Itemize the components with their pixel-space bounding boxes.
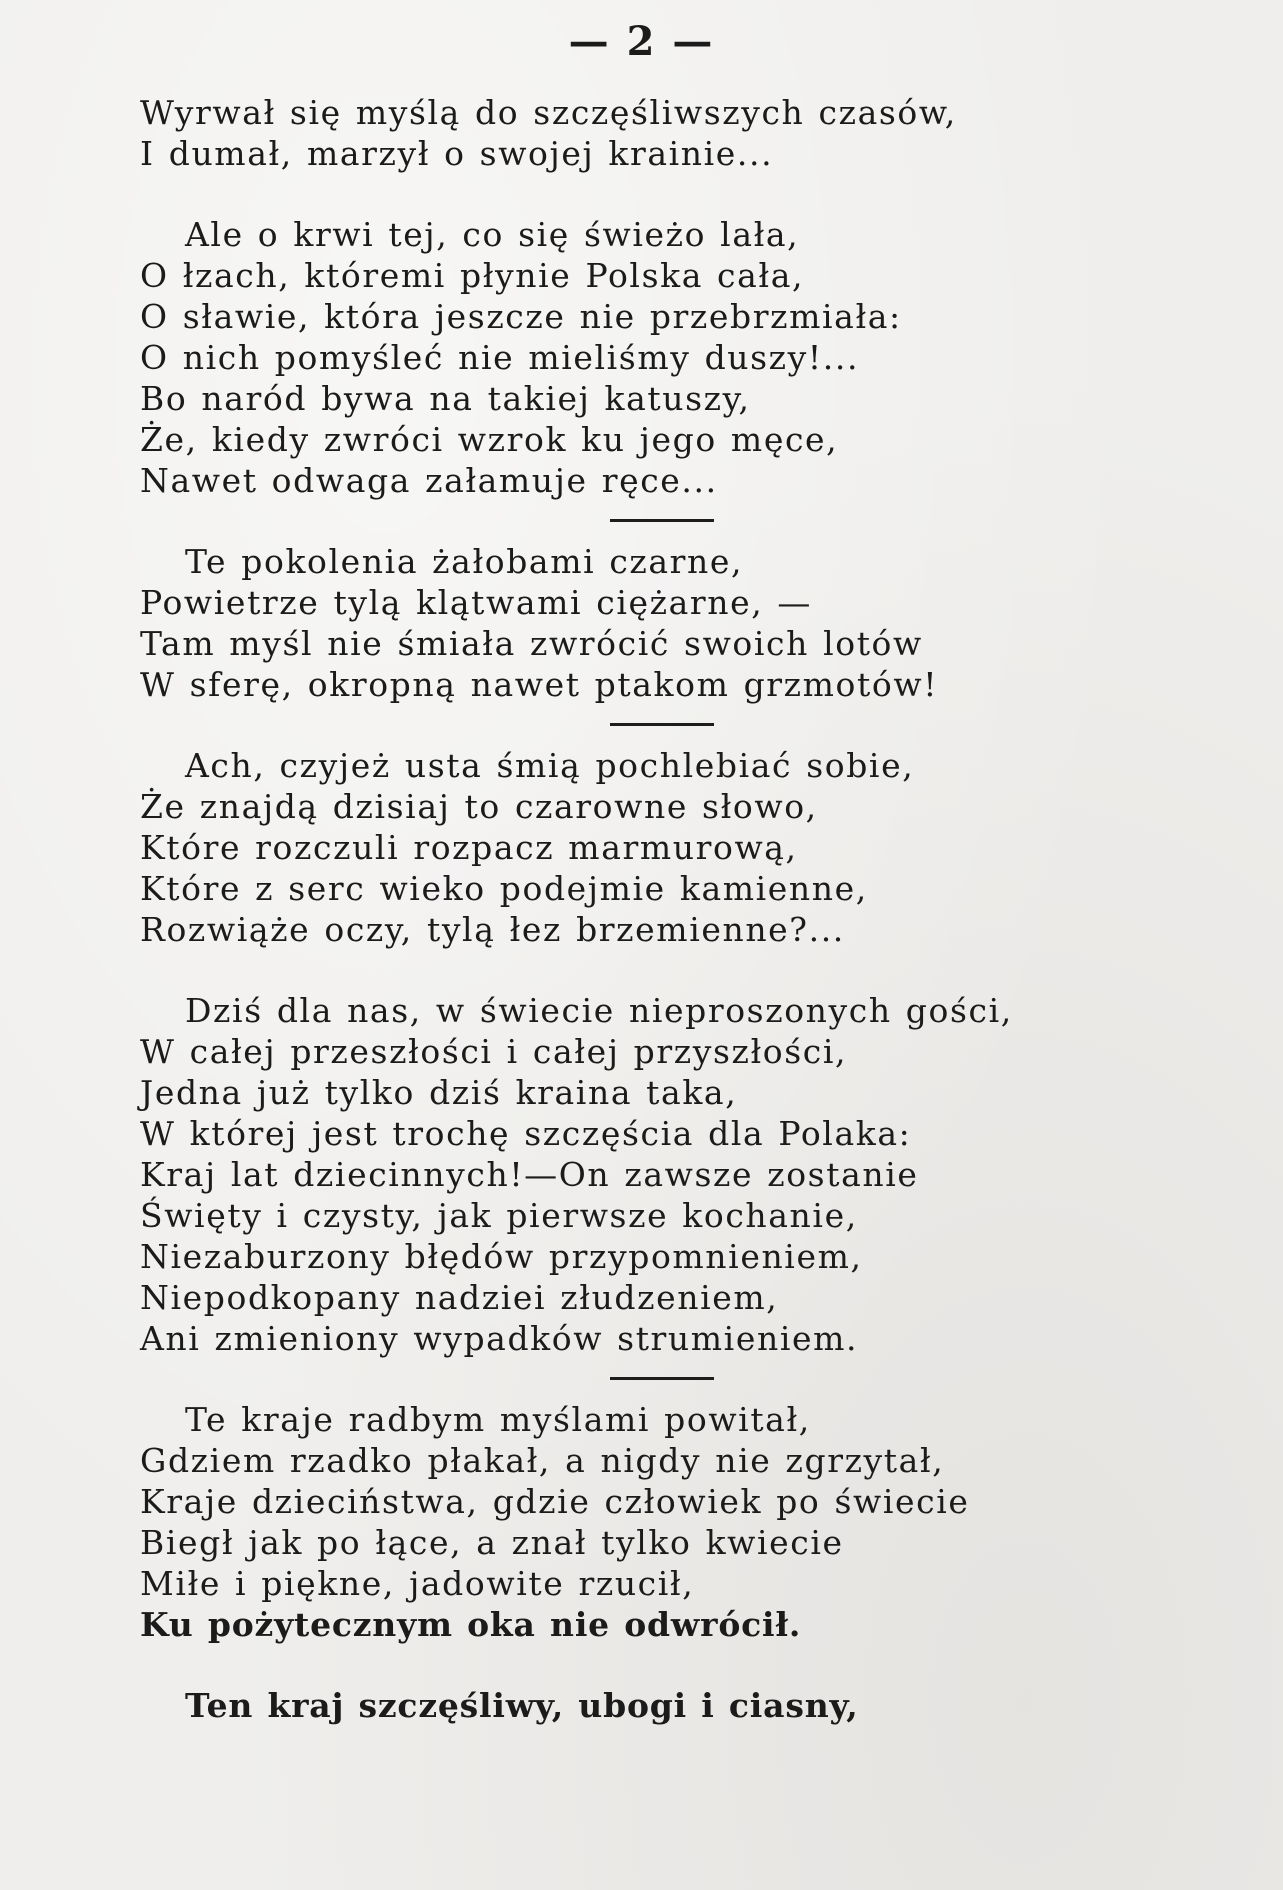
stanza-gap (140, 174, 1260, 214)
verse-line: Dziś dla nas, w świecie nieproszonych gości, (185, 991, 1013, 1030)
stanza-5 (140, 990, 1260, 1359)
verse-line: W której jest trochę szczęścia dla Polaka: (140, 1114, 912, 1153)
verse-line: Niepodkopany nadziei złudzeniem, (140, 1278, 779, 1317)
verse-line: Nawet odwaga załamuje ręce... (140, 461, 718, 500)
verse-line: O sławie, która jeszcze nie przebrzmiała: (140, 297, 902, 336)
verse-line: Ani zmieniony wypadków strumieniem. (140, 1319, 859, 1358)
verse-line: Kraje dzieciństwa, gdzie człowiek po świecie (140, 1482, 970, 1521)
verse-line: Że, kiedy zwróci wzrok ku jego męce, (140, 420, 839, 459)
section-divider (610, 723, 714, 726)
section-divider (610, 519, 714, 522)
verse-line: Miłe i piękne, jadowite rzucił, (140, 1564, 695, 1603)
verse-line: Że znajdą dzisiaj to czarowne słowo, (140, 787, 818, 826)
verse-line: Niezaburzony błędów przypomnieniem, (140, 1237, 863, 1276)
verse-line: Gdziem rzadko płakał, a nigdy nie zgrzytał, (140, 1441, 945, 1480)
verse-line: Które z serc wieko podejmie kamienne, (140, 869, 868, 908)
stanza-7 (140, 1685, 1260, 1726)
verse-line: Rozwiąże oczy, tylą łez brzemienne?... (140, 910, 845, 949)
section-divider (610, 1377, 714, 1380)
stanza-gap (140, 950, 1260, 990)
verse-line: O łzach, któremi płynie Polska cała, (140, 256, 805, 295)
verse-line: Jedna już tylko dziś kraina taka, (140, 1073, 738, 1112)
verse-line: Ten kraj szczęśliwy, ubogi i ciasny, (185, 1686, 859, 1725)
verse-line: Powietrze tylą klątwami ciężarne, — (140, 583, 813, 622)
verse-line: O nich pomyśleć nie mieliśmy duszy!... (140, 338, 860, 377)
stanza-1 (140, 92, 1260, 174)
poem-text (140, 92, 1260, 1726)
verse-line: Które rozczuli rozpacz marmurową, (140, 828, 798, 867)
stanza-3 (140, 541, 1260, 705)
verse-line: Ach, czyjeż usta śmią pochlebiać sobie, (185, 746, 915, 785)
verse-line: Święty i czysty, jak pierwsze kochanie, (140, 1196, 858, 1235)
verse-line: Kraj lat dziecinnych!—On zawsze zostanie (140, 1155, 919, 1194)
stanza-2 (140, 214, 1260, 501)
stanza-gap (140, 1645, 1260, 1685)
verse-line: Biegł jak po łące, a znał tylko kwiecie (140, 1523, 844, 1562)
verse-line: Te pokolenia żałobami czarne, (185, 542, 744, 581)
verse-line: Te kraje radbym myślami powitał, (185, 1400, 811, 1439)
page-number: — 2 — (568, 18, 715, 65)
verse-line: Ale o krwi tej, co się świeżo lała, (185, 215, 800, 254)
verse-line: W całej przeszłości i całej przyszłości, (140, 1032, 848, 1071)
stanza-6 (140, 1399, 1260, 1645)
stanza-4 (140, 745, 1260, 950)
verse-line: Wyrwał się myślą do szczęśliwszych czasów, (140, 93, 957, 132)
verse-line: Tam myśl nie śmiała zwrócić swoich lotów (140, 624, 923, 663)
verse-line: Ku pożytecznym oka nie odwrócił. (140, 1605, 802, 1644)
verse-line: W sferę, okropną nawet ptakom grzmotów! (140, 665, 939, 704)
verse-line: I dumał, marzył o swojej krainie... (140, 134, 774, 173)
verse-line: Bo naród bywa na takiej katuszy, (140, 379, 751, 418)
